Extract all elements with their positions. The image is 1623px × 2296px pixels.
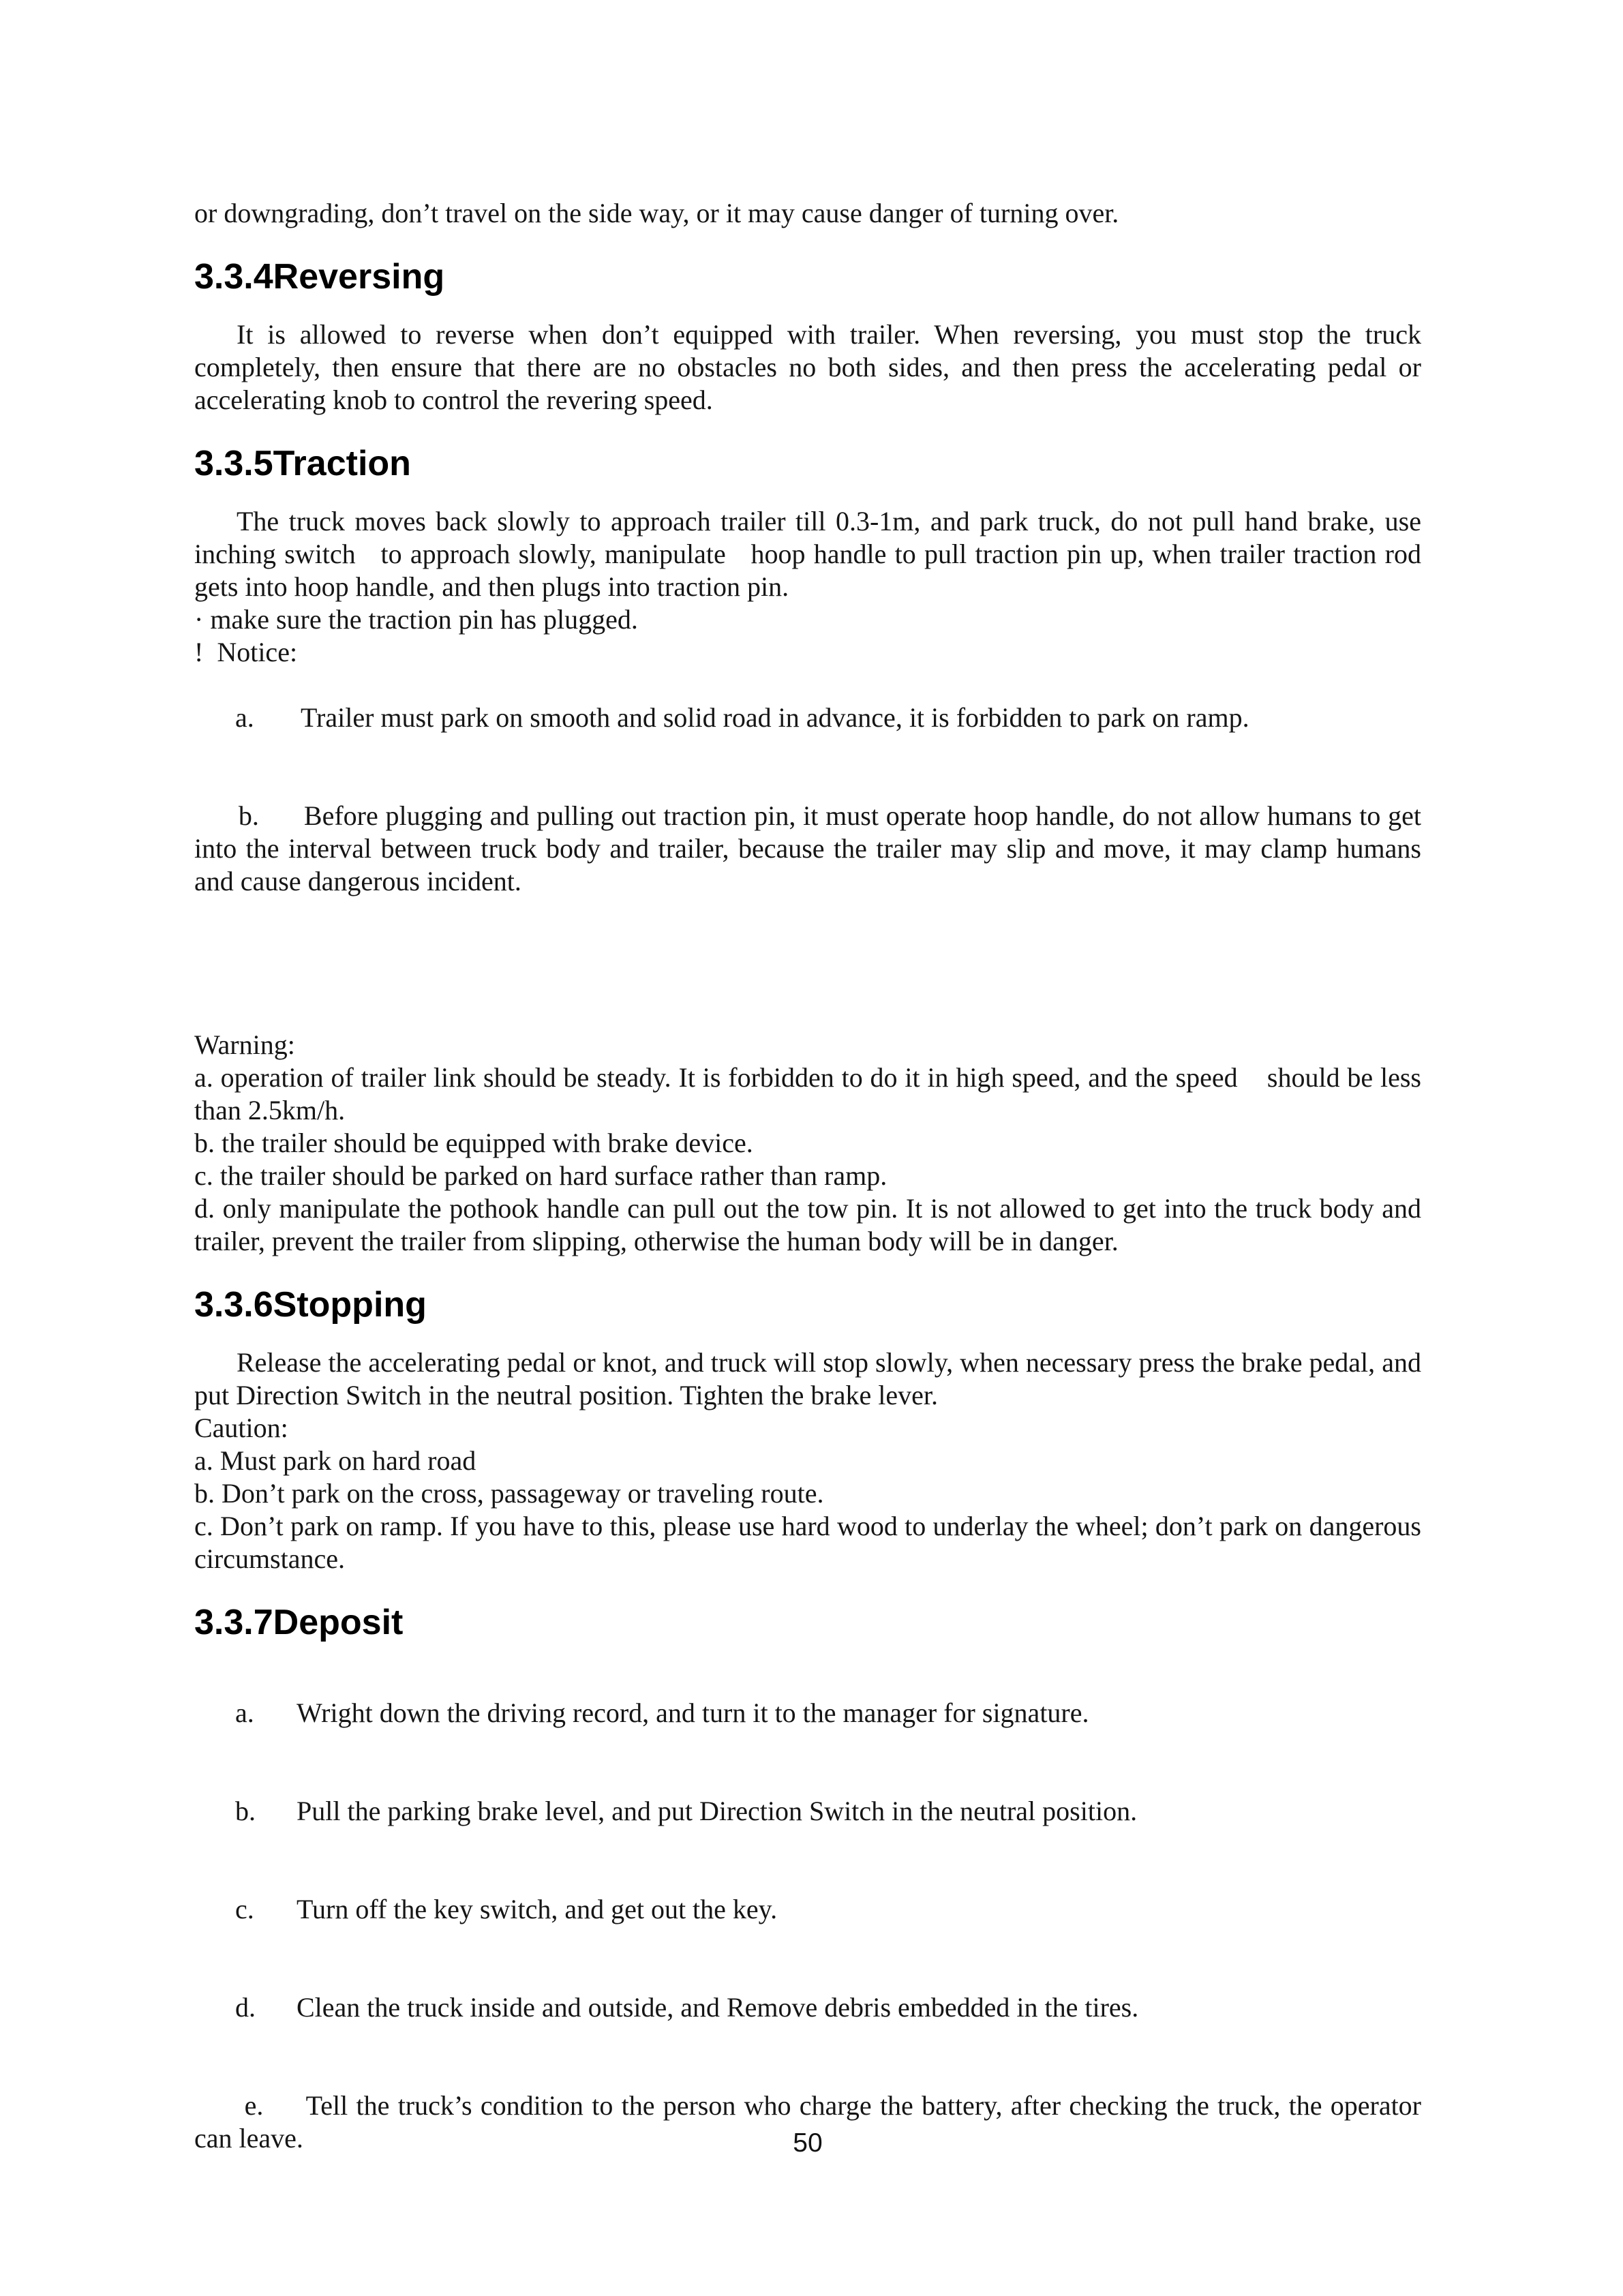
notice-item-text: Before plugging and pulling out traction pin, it must operate hoop handle, do not allow humans to get into the interval between truck body and trailer, because the trailer may slip and move, it may clamp humans and cause dangerous incident.: [194, 800, 1428, 896]
caution-item: a. Must park on hard road: [194, 1445, 476, 1476]
deposit-item-marker: a.: [235, 1697, 254, 1728]
deposit-item-text: Wright down the driving record, and turn it to the manager for signature.: [297, 1697, 1089, 1728]
section-heading-deposit: 3.3.7Deposit: [194, 1603, 404, 1642]
warning-item: c. the trailer should be parked on hard surface rather than ramp.: [194, 1160, 888, 1191]
deposit-item: [194, 1959, 1421, 2057]
page-number: 50: [793, 2128, 823, 2158]
section-heading-stopping: 3.3.6Stopping: [194, 1285, 427, 1325]
deposit-item-text: Pull the parking brake level, and put Direction Switch in the neutral position.: [297, 1796, 1138, 1826]
caution-item: b. Don’t park on the cross, passageway or traveling route.: [194, 1478, 824, 1509]
deposit-item-text: Tell the truck’s condition to the person who charge the battery, after checking the truck, the operator can leave.: [194, 2090, 1429, 2154]
notice-item: [194, 669, 1421, 767]
section-heading-traction: 3.3.5Traction: [194, 444, 411, 483]
notice-label: ! Notice:: [194, 637, 298, 667]
notice-item-text: Trailer must park on smooth and solid road in advance, it is forbidden to park on ramp.: [301, 702, 1249, 733]
deposit-item: [194, 1664, 1421, 1762]
deposit-item: [194, 1860, 1421, 1959]
reversing-paragraph: It is allowed to reverse when don’t equipped with trailer. When reversing, you must stop the truck completely, then ensure that there are no obstacles no both sides, and then press the accelerating pedal or accelerating knob to control the revering speed.: [194, 319, 1428, 415]
deposit-item-marker: b.: [235, 1796, 256, 1826]
traction-paragraph: The truck moves back slowly to approach trailer till 0.3-1m, and park truck, do not pull hand brake, use inching switch to approach slowly, manipulate hoop handle to pull traction pin up, when trailer traction rod gets into hoop handle, and then plugs into traction pin.: [194, 506, 1428, 602]
deposit-item-marker: c.: [235, 1894, 254, 1924]
notice-item: [194, 767, 1428, 931]
warning-item: d. only manipulate the pothook handle can pull out the tow pin. It is not allowed to get into the truck body and trailer, prevent the trailer from slipping, otherwise the human body will be in danger.: [194, 1193, 1428, 1256]
warning-item: a. operation of trailer link should be steady. It is forbidden to do it in high speed, and the speed should be less than 2.5km/h.: [194, 1062, 1428, 1126]
deposit-item: [194, 1762, 1421, 1860]
deposit-item-marker: e.: [244, 2090, 264, 2121]
plug-note-line: · make sure the traction pin has plugged.: [194, 604, 638, 635]
section-heading-reversing: 3.3.4Reversing: [194, 257, 445, 297]
warning-item: b. the trailer should be equipped with brake device.: [194, 1128, 753, 1158]
deposit-item-text: Clean the truck inside and outside, and Remove debris embedded in the tires.: [297, 1992, 1139, 2023]
caution-item: c. Don’t park on ramp. If you have to this, please use hard wood to underlay the wheel; don’t park on dangerous circumstance.: [194, 1511, 1428, 1574]
page-content: [194, 197, 1429, 2188]
deposit-item-text: Turn off the key switch, and get out the key.: [297, 1894, 778, 1924]
intro-line: or downgrading, don’t travel on the side way, or it may cause danger of turning over.: [194, 198, 1119, 228]
notice-item-marker: b.: [238, 800, 259, 831]
caution-label: Caution:: [194, 1413, 288, 1443]
warning-label: Warning:: [194, 1029, 295, 1060]
stopping-paragraph: Release the accelerating pedal or knot, and truck will stop slowly, when necessary press the brake pedal, and put Direction Switch in the neutral position. Tighten the brake lever.: [194, 1347, 1428, 1410]
notice-item-marker: a.: [235, 702, 254, 733]
deposit-item: [194, 2057, 1429, 2188]
blank-spacer: [194, 931, 1421, 1029]
deposit-item-marker: d.: [235, 1992, 256, 2023]
